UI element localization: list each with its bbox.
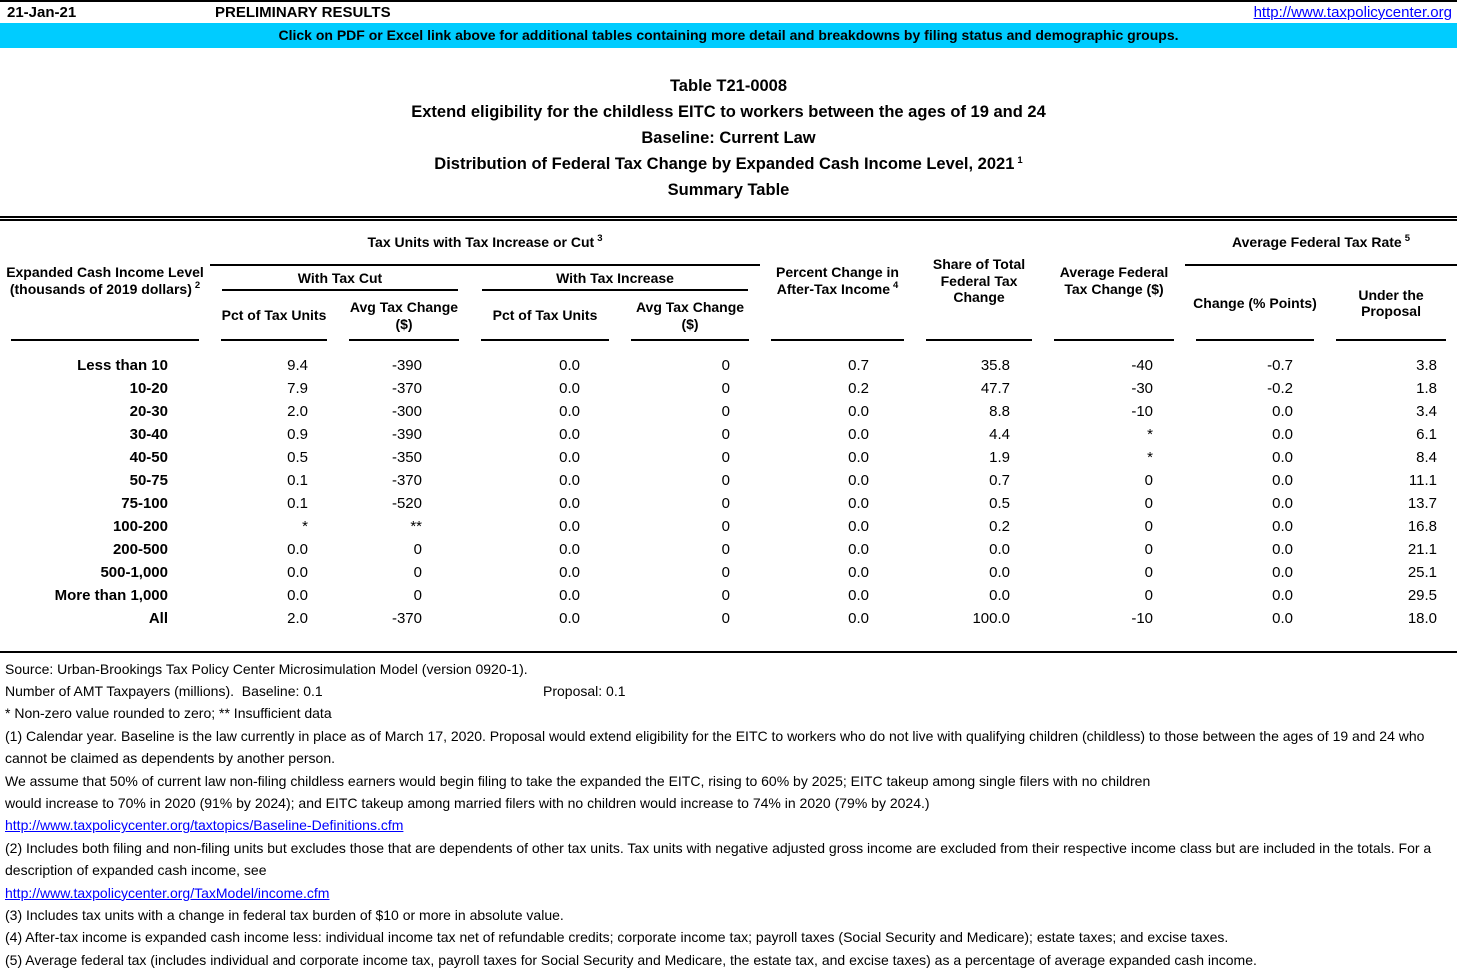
cell: 11.1 [1408,471,1438,489]
footnote-4-marker: 4 [893,280,899,292]
footnote-5: (5) Average federal tax (includes individual and corporate income tax, payroll taxes for Social Security and Medicare, the estate tax, and excise taxes) as a percentage of average expanded cash income. [5,951,1257,968]
cell: 0 [413,540,422,558]
cell: -390 [391,425,422,443]
cell: 0.0 [848,609,870,627]
income-level-cell: 200-500 [112,540,168,558]
cell: 0 [721,586,731,604]
pct-change-after-tax-income-header: Percent Change in After-Tax Income $^4$ [760,219,915,341]
cell: 0.1 [287,494,308,512]
income-level-cell: 30-40 [129,425,168,443]
cell: -370 [391,471,422,489]
share-of-total-header: Share of Total Federal Tax Change [915,219,1043,341]
footnotes-section [0,651,1457,972]
cell: 0 [721,402,731,420]
cell: 0 [721,609,731,627]
footnote-1: (1) Calendar year. Baseline is the law currently in place as of March 17, 2020. Proposal would extend eligibility for the EITC to workers who do not live with qualifying children (childless) to those between the ages of 19 and 24 who cannot be claimed as dependents by another person. [5,727,1425,767]
cell: 0 [721,517,731,535]
table-row [0,400,1457,423]
cell: 9.4 [287,356,308,374]
table-row [0,423,1457,446]
preliminary-results-label: PRELIMINARY RESULTS [215,4,391,21]
cell: 0.0 [1272,425,1294,443]
footnote-1-assumption-a: We assume that 50% of current law non-filing childless earners would begin filing to take the expanded the EITC, rising to 60% by 2025; EITC takeup among single filers with no children [5,772,1151,789]
cell: 0.0 [848,402,870,420]
spacer-row [0,341,1457,354]
pct-of-tax-units-increase-header: Pct of Tax Units [470,291,620,341]
cell: 0 [721,540,731,558]
cell: -0.7 [1267,356,1294,374]
income-level-header: Expanded Cash Income Level (thousands of 2019 dollars) $^2$ [0,219,210,341]
cell: 0.0 [559,448,580,466]
footnote-3: (3) Includes tax units with a change in federal tax burden of $10 or more in absolute value. [5,906,564,923]
cell: 18.0 [1407,609,1438,627]
income-level-cell: 100-200 [112,517,168,535]
cell: 0.0 [848,494,870,512]
cell: 0 [1144,471,1154,489]
cell: * [302,517,308,535]
date-label: 21-Jan-21 [7,4,77,21]
footnote-2: (2) Includes both filing and non-filing units but excludes those that are dependents of other tax units. Tax units with negative adjusted gross income are excluded from their respective income class but are included in the totals. For a description of expanded cash income, see [5,839,1432,879]
table-number-title: Table T21-0008 [669,77,788,95]
cell: 1.8 [1416,379,1438,397]
baseline-title: Baseline: Current Law [641,129,816,147]
cell: 0 [721,471,731,489]
table-row [0,515,1457,538]
income-level-cell: More than 1,000 [54,586,168,604]
cell: -0.2 [1267,379,1294,397]
cell: 0.0 [559,517,580,535]
income-level-cell: 20-30 [129,402,168,420]
cell: 0.0 [848,471,870,489]
cell: 8.8 [989,402,1011,420]
cell: 3.4 [1416,402,1438,420]
cell: 0.0 [559,356,580,374]
cell: -370 [391,379,422,397]
cell: -390 [391,356,422,374]
cell: 0.0 [559,609,580,627]
table-row [0,469,1457,492]
title-block [0,73,1457,203]
table-row [0,492,1457,515]
cell: 0.0 [1272,494,1294,512]
cell: 0.0 [1272,540,1294,558]
cell: 0.5 [989,494,1011,512]
cell: 0.0 [559,540,580,558]
proposal-title: Extend eligibility for the childless EITC to workers between the ages of 19 and 24 [411,103,1046,121]
cell: 6.1 [1416,425,1438,443]
cell: 0.0 [559,425,580,443]
distribution-title: Distribution of Federal Tax Change by Expanded Cash Income Level, 2021 $^1$ [434,154,1023,173]
cell: 0 [721,379,731,397]
with-tax-increase-header: With Tax Increase [470,265,760,291]
cell: -350 [391,448,422,466]
cell: 0 [1144,540,1154,558]
income-level-cell: 10-20 [129,379,168,397]
cell: 0.0 [559,563,580,581]
table-row [0,607,1457,630]
footnote-1-marker: 1 [1017,154,1023,166]
cell: 35.8 [980,356,1011,374]
cell: 0 [413,563,422,581]
table-row [0,561,1457,584]
cell: 0 [721,563,731,581]
table-row [0,538,1457,561]
cell: 0.5 [287,448,308,466]
cell: 0 [1144,586,1154,604]
cell: 0.0 [1272,448,1294,466]
footnote-2-marker: 2 [194,280,201,292]
cell: 100.0 [972,609,1011,627]
rate-under-proposal-header: Under the Proposal [1325,265,1457,341]
income-level-cell: 50-75 [129,471,168,489]
cell: 0.0 [848,586,870,604]
cell: 0.0 [1272,471,1294,489]
footnote-5-marker: 5 [1404,233,1410,245]
cell: 8.4 [1416,448,1438,466]
avg-federal-tax-change-header: Average Federal Tax Change ($) [1043,219,1185,341]
cell: 0 [721,425,731,443]
cell: 0.0 [1272,586,1294,604]
cell: 0.7 [848,356,870,374]
cell: 0.9 [287,425,308,443]
cell: 0.0 [848,448,870,466]
cell: 0.0 [989,540,1011,558]
cell: 0 [1144,563,1154,581]
income-level-cell: 500-1,000 [100,563,168,581]
with-tax-cut-header: With Tax Cut [210,265,470,291]
site-url-link[interactable]: http://www.taxpolicycenter.org [1253,4,1452,21]
income-level-cell: 40-50 [129,448,168,466]
cell: 7.9 [287,379,308,397]
table-row [0,446,1457,469]
baseline-definitions-link[interactable]: http://www.taxpolicycenter.org/taxtopics/Baseline-Definitions.cfm [5,817,404,834]
cell: 0.0 [848,540,870,558]
cell: 0.0 [1272,402,1294,420]
avg-tax-change-increase-header: Avg Tax Change ($) [620,291,760,341]
footnote-4: (4) After-tax income is expanded cash income less: individual income tax net of refundable credits; corporate income tax; payroll taxes (Social Security and Medicare); estate taxes; and excise taxes. [5,929,1229,946]
cell: 0 [721,448,731,466]
income-level-cell: All [148,609,168,627]
table-row [0,584,1457,607]
cell: 0.0 [559,471,580,489]
cell: 0.0 [559,586,580,604]
cell: ** [410,517,422,535]
cell: 0.1 [287,471,308,489]
amt-taxpayers-note [5,680,1457,702]
top-bar [0,2,1457,23]
cell: 0.0 [989,563,1011,581]
cell: 0.0 [287,563,308,581]
cell: 0.2 [848,379,870,397]
cell: 0.0 [559,494,580,512]
info-banner-text: Click on PDF or Excel link above for additional tables containing more detail and breakdowns by filing status and demographic groups. [278,27,1179,43]
cell: * [1147,425,1154,443]
cell: 0.0 [848,517,870,535]
cell: 0.0 [559,379,580,397]
amt-baseline: Number of AMT Taxpayers (millions). Baseline: 0.1 [5,682,323,699]
income-level-cell: Less than 10 [77,356,168,374]
cell: 2.0 [287,609,308,627]
cell: -10 [1131,402,1154,420]
cell: 0.0 [989,586,1011,604]
cell: 0 [721,494,731,512]
tax-units-group-header: Tax Units with Tax Increase or Cut $^3$ [210,219,760,265]
cell: 0.7 [989,471,1011,489]
rounding-note: * Non-zero value rounded to zero; ** Insufficient data [5,705,332,722]
cell: 0.0 [559,402,580,420]
cell: -30 [1131,379,1154,397]
amt-proposal: Proposal: 0.1 [543,682,626,699]
cell: 4.4 [989,425,1011,443]
cell: 0.2 [989,517,1011,535]
cell: 0 [721,356,731,374]
info-banner [0,23,1457,48]
cell: 0.0 [1272,517,1294,535]
cell: 47.7 [980,379,1011,397]
cell: 1.9 [989,448,1011,466]
cell: 0.0 [848,425,870,443]
pct-of-tax-units-cut-header: Pct of Tax Units [210,291,338,341]
table-row [0,377,1457,400]
cell: -10 [1131,609,1154,627]
cell: 3.8 [1416,356,1438,374]
cell: 21.1 [1407,540,1438,558]
cell: 0.0 [848,563,870,581]
cell: 2.0 [287,402,308,420]
footnote-1-assumption-b: would increase to 70% in 2020 (91% by 2024); and EITC takeup among married filers with no children would increase to 74% in 2020 (79% by 2024.) [5,794,930,811]
source-note: Source: Urban-Brookings Tax Policy Center Microsimulation Model (version 0920-1). [5,660,528,677]
cell: -520 [391,494,422,512]
cell: 0.0 [1272,609,1294,627]
cell: 16.8 [1407,517,1438,535]
cell: -300 [391,402,422,420]
cell: 29.5 [1407,586,1438,604]
footnote-3-marker: 3 [597,233,603,245]
cell: * [1147,448,1154,466]
cell: 25.1 [1407,563,1438,581]
summary-table-title: Summary Table [667,181,790,199]
cell: 0 [1144,494,1154,512]
avg-tax-change-cut-header: Avg Tax Change ($) [338,291,470,341]
avg-federal-tax-rate-header: Average Federal Tax Rate $^5$ [1185,219,1457,265]
cell: 0.0 [1272,563,1294,581]
cell: -40 [1131,356,1154,374]
cell: 13.7 [1407,494,1438,512]
cell: 0 [413,586,422,604]
cell: 0 [1144,517,1154,535]
income-distribution-table [0,216,1457,630]
income-level-cell: 75-100 [121,494,168,512]
cell: -370 [391,609,422,627]
income-definition-link[interactable]: http://www.taxpolicycenter.org/TaxModel/income.cfm [5,884,330,901]
cell: 0.0 [287,586,308,604]
table-row [0,354,1457,377]
rate-change-points-header: Change (% Points) [1185,265,1325,341]
cell: 0.0 [287,540,308,558]
